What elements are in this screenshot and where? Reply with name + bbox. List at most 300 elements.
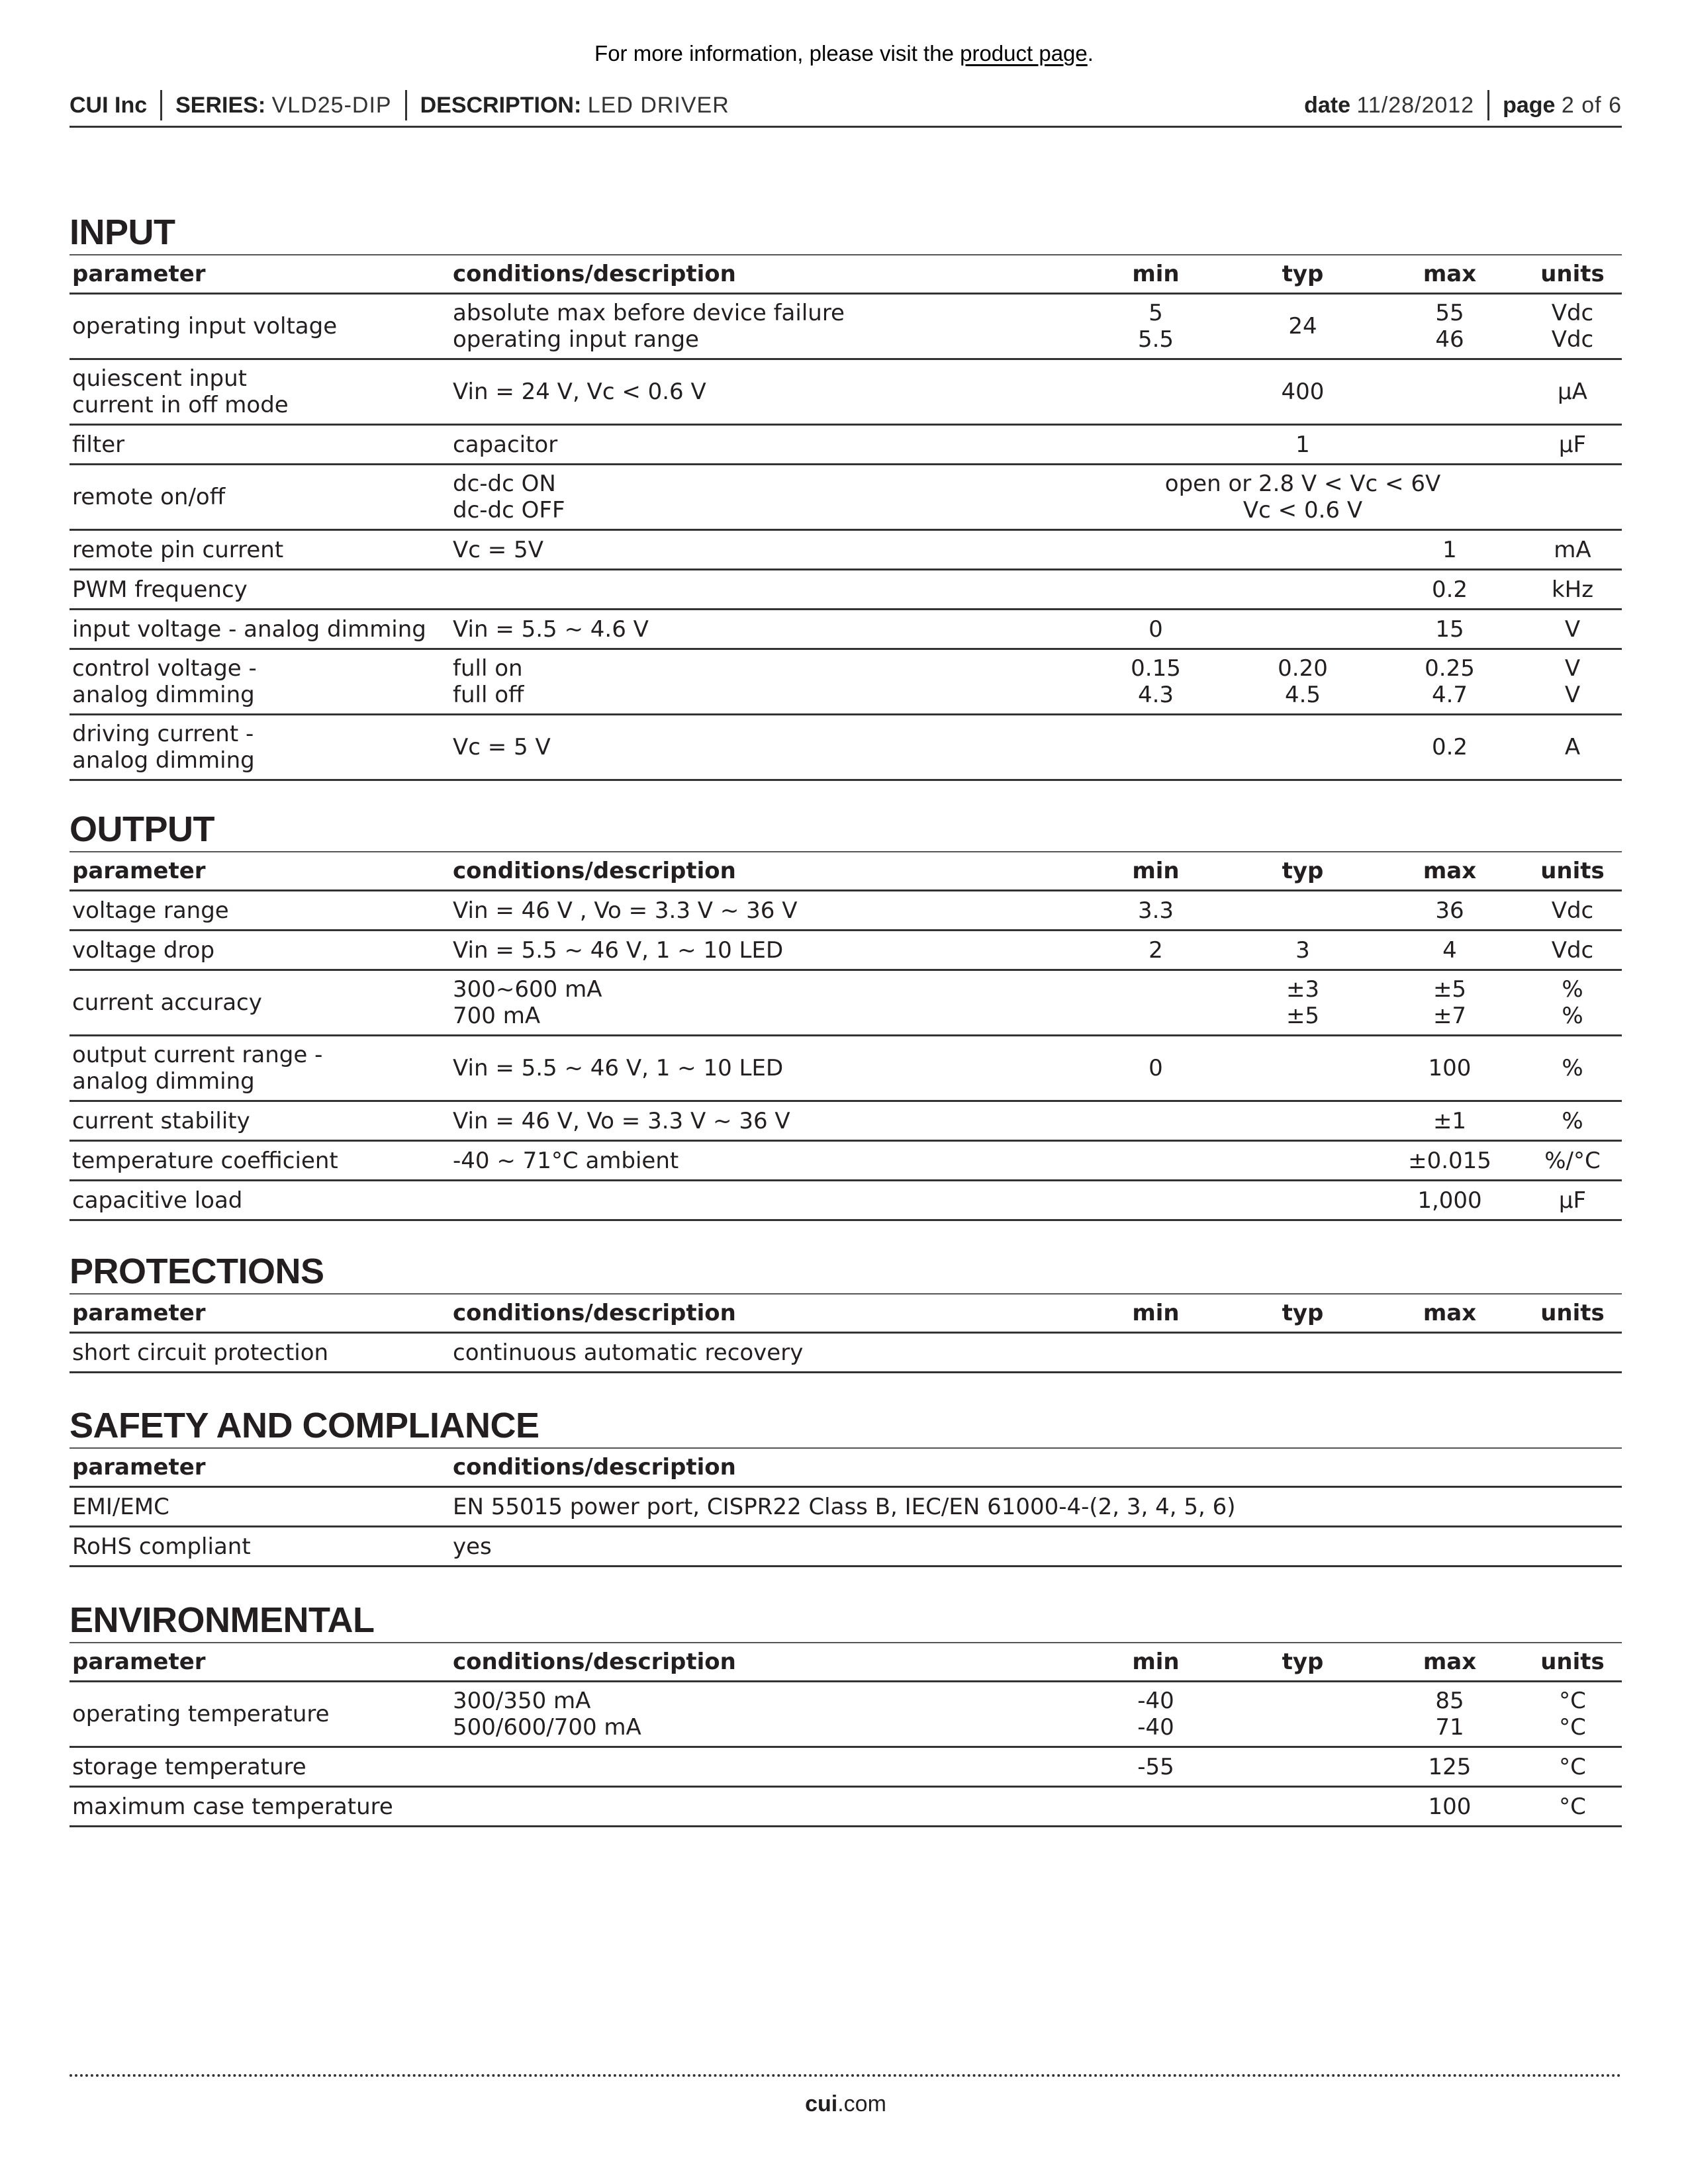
parameter-cell xyxy=(70,891,450,931)
parameter-cell xyxy=(70,530,450,570)
cell-line: % xyxy=(1562,1003,1583,1029)
conditions-cell: EN 55015 power port, CISPR22 Class B, IEC/EN 61000-4-(2, 3, 4, 5, 6) xyxy=(450,1487,1622,1527)
cell-line: voltage range xyxy=(72,897,229,924)
cell-line: kHz xyxy=(1551,576,1594,603)
cell-line: 400 xyxy=(1281,379,1325,405)
table-row xyxy=(70,465,1622,530)
table-row xyxy=(70,1527,1622,1567)
column-header-typ: typ xyxy=(1229,255,1376,294)
max-cell xyxy=(1376,1747,1523,1787)
column-header-parameter: parameter xyxy=(70,255,450,294)
cell-line: 15 xyxy=(1435,615,1464,643)
cell-line: full off xyxy=(453,682,524,708)
typ-cell xyxy=(1229,530,1376,570)
max-cell xyxy=(1376,931,1523,970)
environmental-section xyxy=(70,1598,1622,1827)
cell-line: 4 xyxy=(1442,936,1457,964)
cell-line: analog dimming xyxy=(72,1068,255,1095)
units-cell xyxy=(1523,891,1622,931)
conditions-cell: yes xyxy=(450,1527,1622,1567)
cell-line: continuous automatic recovery xyxy=(453,1339,804,1366)
header-divider xyxy=(160,90,162,120)
conditions-cell xyxy=(450,970,1082,1036)
typ-cell xyxy=(1229,610,1376,649)
units-cell xyxy=(1523,715,1622,780)
cell-line: remote on/off xyxy=(72,484,226,510)
footer-site-rest: .com xyxy=(837,2091,886,2116)
min-cell xyxy=(1082,715,1229,780)
cell-line: 300/350 mA xyxy=(453,1688,591,1714)
units-cell xyxy=(1523,1101,1622,1141)
table-row xyxy=(70,359,1622,425)
units-cell xyxy=(1523,570,1622,610)
parameter-cell xyxy=(70,715,450,780)
table-row xyxy=(70,1747,1622,1787)
cell-line: 4.5 xyxy=(1284,682,1321,708)
cell-line: 0 xyxy=(1149,1055,1163,1081)
cell-line: 36 xyxy=(1435,897,1464,924)
cell-line: 0.2 xyxy=(1431,576,1468,603)
cell-line: 1 xyxy=(1295,431,1310,458)
units-cell xyxy=(1523,1333,1622,1373)
typ-cell xyxy=(1229,1333,1376,1373)
safety-table xyxy=(70,1449,1622,1567)
typ-cell xyxy=(1229,294,1376,359)
max-cell xyxy=(1376,1036,1523,1101)
cell-line: short circuit protection xyxy=(72,1339,329,1366)
column-header-min: min xyxy=(1082,1295,1229,1333)
table-row xyxy=(70,1333,1622,1373)
series-value: VLD25-DIP xyxy=(271,92,392,118)
cell-line: ±5 xyxy=(1286,1003,1320,1029)
header-row xyxy=(70,255,1622,294)
header-row xyxy=(70,1295,1622,1333)
cell-line: ±3 xyxy=(1286,976,1320,1003)
cell-line: analog dimming xyxy=(72,682,255,708)
conditions-cell xyxy=(450,1036,1082,1101)
parameter-cell: RoHS compliant xyxy=(70,1527,450,1567)
conditions-cell xyxy=(450,610,1082,649)
typ-cell xyxy=(1229,359,1376,425)
column-header-min: min xyxy=(1082,852,1229,891)
cell-line: 5 xyxy=(1149,300,1163,326)
table-row xyxy=(70,570,1622,610)
units-cell xyxy=(1523,1747,1622,1787)
parameter-cell xyxy=(70,570,450,610)
input-table xyxy=(70,255,1622,781)
conditions-cell xyxy=(450,715,1082,780)
cell-line: Vdc xyxy=(1551,936,1594,964)
parameter-cell xyxy=(70,1333,450,1373)
header-row xyxy=(70,1449,1622,1487)
cell-line: 0.15 xyxy=(1131,655,1181,682)
min-cell xyxy=(1082,570,1229,610)
parameter-cell xyxy=(70,1682,450,1747)
column-header-typ: typ xyxy=(1229,1643,1376,1682)
max-cell xyxy=(1376,1181,1523,1220)
description-value: LED DRIVER xyxy=(587,92,729,118)
cell-line: 3 xyxy=(1295,936,1310,964)
footer-site[interactable] xyxy=(70,2091,1622,2117)
conditions-cell xyxy=(450,530,1082,570)
company-name: CUI Inc xyxy=(70,92,148,118)
description-label: DESCRIPTION: xyxy=(420,92,582,118)
max-cell xyxy=(1376,891,1523,931)
cell-line: % xyxy=(1562,976,1583,1003)
parameter-cell xyxy=(70,649,450,715)
conditions-cell xyxy=(450,294,1082,359)
cell-line: 100 xyxy=(1428,1055,1472,1081)
cell-line: °C xyxy=(1559,1688,1586,1714)
column-header-conditions: conditions/description xyxy=(450,1295,1082,1333)
max-cell xyxy=(1376,1141,1523,1181)
column-header-parameter: parameter xyxy=(70,1295,450,1333)
conditions-cell xyxy=(450,1747,1082,1787)
min-cell xyxy=(1082,1682,1229,1747)
column-header-max: max xyxy=(1376,255,1523,294)
cell-line: 71 xyxy=(1435,1714,1464,1741)
units-cell xyxy=(1523,1141,1622,1181)
cell-line: Vc = 5V xyxy=(453,536,543,563)
column-header-parameter: parameter xyxy=(70,1449,450,1487)
min-cell xyxy=(1082,294,1229,359)
min-cell xyxy=(1082,425,1229,465)
top-note xyxy=(0,41,1688,66)
column-header-max: max xyxy=(1376,1643,1523,1682)
table-row xyxy=(70,1036,1622,1101)
environmental-table xyxy=(70,1643,1622,1827)
typ-cell xyxy=(1229,1141,1376,1181)
series-label: SERIES: xyxy=(175,92,266,118)
min-cell xyxy=(1082,1333,1229,1373)
cell-line: A xyxy=(1564,734,1581,760)
units-cell xyxy=(1523,530,1622,570)
cell-line: 0.25 xyxy=(1425,655,1475,682)
cell-line: driving current - xyxy=(72,721,254,747)
cell-line: current stability xyxy=(72,1107,250,1134)
footer-site-bold: cui xyxy=(805,2091,838,2116)
min-cell xyxy=(1082,1141,1229,1181)
cell-line: V xyxy=(1564,655,1581,682)
cell-line: voltage drop xyxy=(72,936,215,964)
header-row xyxy=(70,852,1622,891)
cell-line: -40 xyxy=(1137,1688,1174,1714)
column-header-units: units xyxy=(1523,1643,1622,1682)
cell-line: 0.2 xyxy=(1431,734,1468,760)
page-header xyxy=(70,85,1622,128)
cell-line: dc-dc ON xyxy=(453,471,556,497)
column-header-conditions: conditions/description xyxy=(450,852,1082,891)
cell-line: Vdc xyxy=(1551,897,1594,924)
cell-line: ±7 xyxy=(1432,1003,1467,1029)
cell-line: µA xyxy=(1558,379,1587,405)
max-cell xyxy=(1376,970,1523,1036)
conditions-cell xyxy=(450,931,1082,970)
cell-line: Vin = 5.5 ~ 46 V, 1 ~ 10 LED xyxy=(453,1055,784,1081)
table-row xyxy=(70,891,1622,931)
cell-line: 5.5 xyxy=(1137,326,1174,353)
parameter-cell xyxy=(70,425,450,465)
parameter-cell xyxy=(70,1787,450,1827)
max-cell xyxy=(1376,359,1523,425)
parameter-cell: EMI/EMC xyxy=(70,1487,450,1527)
conditions-cell xyxy=(450,1333,1082,1373)
conditions-cell xyxy=(450,649,1082,715)
units-cell xyxy=(1523,1036,1622,1101)
units-cell xyxy=(1523,610,1622,649)
cell-line: operating temperature xyxy=(72,1701,330,1727)
conditions-cell xyxy=(450,425,1082,465)
column-header-units: units xyxy=(1523,852,1622,891)
typ-cell xyxy=(1229,570,1376,610)
cell-line: open or 2.8 V < Vc < 6V xyxy=(1164,471,1441,497)
typ-cell xyxy=(1229,1101,1376,1141)
section-title: PROTECTIONS xyxy=(70,1250,1622,1295)
conditions-cell xyxy=(450,1787,1082,1827)
table-row xyxy=(70,1141,1622,1181)
cell-line: -40 xyxy=(1137,1714,1174,1741)
date-label: date xyxy=(1304,92,1350,118)
units-cell xyxy=(1523,1181,1622,1220)
cell-line: Vdc xyxy=(1551,300,1594,326)
cell-line: 300~600 mA xyxy=(453,976,602,1003)
page-value: 2 of 6 xyxy=(1561,92,1622,118)
cell-line: operating input voltage xyxy=(72,313,338,340)
cell-line: absolute max before device failure xyxy=(453,300,845,326)
min-cell xyxy=(1082,970,1229,1036)
typ-cell xyxy=(1229,970,1376,1036)
page-label: page xyxy=(1503,92,1556,118)
column-header-parameter: parameter xyxy=(70,1643,450,1682)
protections-table xyxy=(70,1295,1622,1373)
output-table xyxy=(70,852,1622,1221)
table-row xyxy=(70,1181,1622,1220)
typ-cell xyxy=(1229,891,1376,931)
max-cell xyxy=(1376,1333,1523,1373)
cell-line: capacitor xyxy=(453,431,558,458)
cell-line: °C xyxy=(1559,1753,1586,1780)
min-cell xyxy=(1082,530,1229,570)
units-cell xyxy=(1523,1682,1622,1747)
column-header-parameter: parameter xyxy=(70,852,450,891)
column-header-conditions: conditions/description xyxy=(450,1449,1622,1487)
parameter-cell xyxy=(70,1747,450,1787)
table-row xyxy=(70,970,1622,1036)
cell-line: operating input range xyxy=(453,326,699,353)
cell-line: filter xyxy=(72,431,125,458)
date-value: 11/28/2012 xyxy=(1356,92,1475,118)
cell-line: 100 xyxy=(1428,1793,1472,1820)
column-header-units: units xyxy=(1523,255,1622,294)
column-header-conditions: conditions/description xyxy=(450,255,1082,294)
top-note-suffix: . xyxy=(1087,41,1094,66)
product-page-link[interactable]: product page xyxy=(960,41,1088,66)
conditions-cell xyxy=(450,1101,1082,1141)
min-cell xyxy=(1082,891,1229,931)
cell-line: ±1 xyxy=(1432,1107,1467,1134)
cell-line: Vin = 5.5 ~ 46 V, 1 ~ 10 LED xyxy=(453,936,784,964)
protections-section xyxy=(70,1250,1622,1373)
typ-cell xyxy=(1229,649,1376,715)
cell-line: temperature coefficient xyxy=(72,1147,338,1174)
typ-cell xyxy=(1229,1181,1376,1220)
cell-line: µF xyxy=(1558,1187,1587,1214)
units-cell xyxy=(1523,1787,1622,1827)
cell-line: 1 xyxy=(1442,536,1457,563)
min-cell xyxy=(1082,649,1229,715)
cell-line: input voltage - analog dimming xyxy=(72,615,426,643)
parameter-cell xyxy=(70,1181,450,1220)
cell-line: 85 xyxy=(1435,1688,1464,1714)
table-row xyxy=(70,1787,1622,1827)
cell-line: 0 xyxy=(1149,615,1163,643)
units-cell xyxy=(1523,970,1622,1036)
max-cell xyxy=(1376,425,1523,465)
table-row xyxy=(70,1487,1622,1527)
conditions-cell xyxy=(450,891,1082,931)
typ-cell xyxy=(1229,425,1376,465)
section-title: OUTPUT xyxy=(70,807,1622,852)
cell-line: analog dimming xyxy=(72,747,255,774)
header-divider xyxy=(1487,90,1489,120)
table-row xyxy=(70,649,1622,715)
cell-line: ±5 xyxy=(1432,976,1467,1003)
column-header-units: units xyxy=(1523,1295,1622,1333)
cell-line: 4.7 xyxy=(1431,682,1468,708)
table-row xyxy=(70,610,1622,649)
table-row xyxy=(70,294,1622,359)
typ-cell xyxy=(1229,1787,1376,1827)
max-cell xyxy=(1376,1682,1523,1747)
cell-line: 55 xyxy=(1435,300,1464,326)
safety-section xyxy=(70,1404,1622,1567)
conditions-cell xyxy=(450,1682,1082,1747)
cell-line: Vin = 46 V , Vo = 3.3 V ~ 36 V xyxy=(453,897,798,924)
min-cell xyxy=(1082,1181,1229,1220)
cell-line: Vc = 5 V xyxy=(453,734,551,760)
parameter-cell xyxy=(70,465,450,530)
table-row xyxy=(70,715,1622,780)
cell-line: dc-dc OFF xyxy=(453,497,565,523)
min-cell xyxy=(1082,1101,1229,1141)
max-cell xyxy=(1376,649,1523,715)
cell-line: maximum case temperature xyxy=(72,1793,393,1820)
section-title: INPUT xyxy=(70,210,1622,255)
header-divider xyxy=(405,90,407,120)
column-header-max: max xyxy=(1376,852,1523,891)
cell-line: Vin = 46 V, Vo = 3.3 V ~ 36 V xyxy=(453,1107,790,1134)
conditions-cell xyxy=(450,465,1082,530)
column-header-typ: typ xyxy=(1229,1295,1376,1333)
table-row xyxy=(70,530,1622,570)
cell-line: 500/600/700 mA xyxy=(453,1714,641,1741)
cell-line: Vdc xyxy=(1551,326,1594,353)
max-cell xyxy=(1376,530,1523,570)
conditions-cell xyxy=(450,1141,1082,1181)
cell-line: µF xyxy=(1558,431,1587,458)
value-span-cell xyxy=(1082,465,1523,530)
table-row xyxy=(70,931,1622,970)
units-cell xyxy=(1523,425,1622,465)
cell-line: % xyxy=(1562,1107,1583,1134)
cell-line: control voltage - xyxy=(72,655,257,682)
units-cell xyxy=(1523,465,1622,530)
cell-line: 125 xyxy=(1428,1753,1472,1780)
cell-line: quiescent input xyxy=(72,365,247,392)
parameter-cell xyxy=(70,359,450,425)
max-cell xyxy=(1376,715,1523,780)
cell-line: V xyxy=(1564,682,1581,708)
conditions-cell xyxy=(450,570,1082,610)
column-header-conditions: conditions/description xyxy=(450,1643,1082,1682)
units-cell xyxy=(1523,649,1622,715)
parameter-cell xyxy=(70,931,450,970)
parameter-cell xyxy=(70,294,450,359)
typ-cell xyxy=(1229,931,1376,970)
input-section xyxy=(70,210,1622,781)
cell-line: current accuracy xyxy=(72,989,262,1016)
cell-line: storage temperature xyxy=(72,1753,306,1780)
cell-line: 3.3 xyxy=(1137,897,1174,924)
typ-cell xyxy=(1229,1682,1376,1747)
cell-line: 1,000 xyxy=(1417,1187,1482,1214)
cell-line: 24 xyxy=(1288,313,1317,340)
parameter-cell xyxy=(70,1141,450,1181)
cell-line: -40 ~ 71°C ambient xyxy=(453,1147,679,1174)
parameter-cell xyxy=(70,1101,450,1141)
cell-line: Vin = 5.5 ~ 4.6 V xyxy=(453,615,649,643)
cell-line: Vc < 0.6 V xyxy=(1243,497,1363,523)
typ-cell xyxy=(1229,1747,1376,1787)
output-section xyxy=(70,807,1622,1221)
cell-line: output current range - xyxy=(72,1042,323,1068)
cell-line: capacitive load xyxy=(72,1187,243,1214)
column-header-min: min xyxy=(1082,1643,1229,1682)
min-cell xyxy=(1082,931,1229,970)
conditions-cell xyxy=(450,1181,1082,1220)
cell-line: 4.3 xyxy=(1137,682,1174,708)
table-row xyxy=(70,425,1622,465)
cell-line: full on xyxy=(453,655,523,682)
parameter-cell xyxy=(70,1036,450,1101)
cell-line: ±0.015 xyxy=(1408,1147,1491,1174)
cell-line: mA xyxy=(1554,536,1591,563)
cell-line: V xyxy=(1564,615,1581,643)
table-row xyxy=(70,1682,1622,1747)
cell-line: PWM frequency xyxy=(72,576,248,603)
units-cell xyxy=(1523,931,1622,970)
units-cell xyxy=(1523,294,1622,359)
cell-line: 2 xyxy=(1149,936,1163,964)
cell-line: current in off mode xyxy=(72,392,289,418)
cell-line: 700 mA xyxy=(453,1003,541,1029)
typ-cell xyxy=(1229,715,1376,780)
page-footer xyxy=(70,2074,1622,2116)
column-header-typ: typ xyxy=(1229,852,1376,891)
column-header-max: max xyxy=(1376,1295,1523,1333)
section-title: ENVIRONMENTAL xyxy=(70,1598,1622,1643)
cell-line: % xyxy=(1562,1055,1583,1081)
min-cell xyxy=(1082,1747,1229,1787)
cell-line: -55 xyxy=(1137,1753,1174,1780)
parameter-cell xyxy=(70,610,450,649)
cell-line: °C xyxy=(1559,1793,1586,1820)
typ-cell xyxy=(1229,1036,1376,1101)
min-cell xyxy=(1082,359,1229,425)
top-note-text: For more information, please visit the xyxy=(594,41,961,66)
parameter-cell xyxy=(70,970,450,1036)
header-row xyxy=(70,1643,1622,1682)
